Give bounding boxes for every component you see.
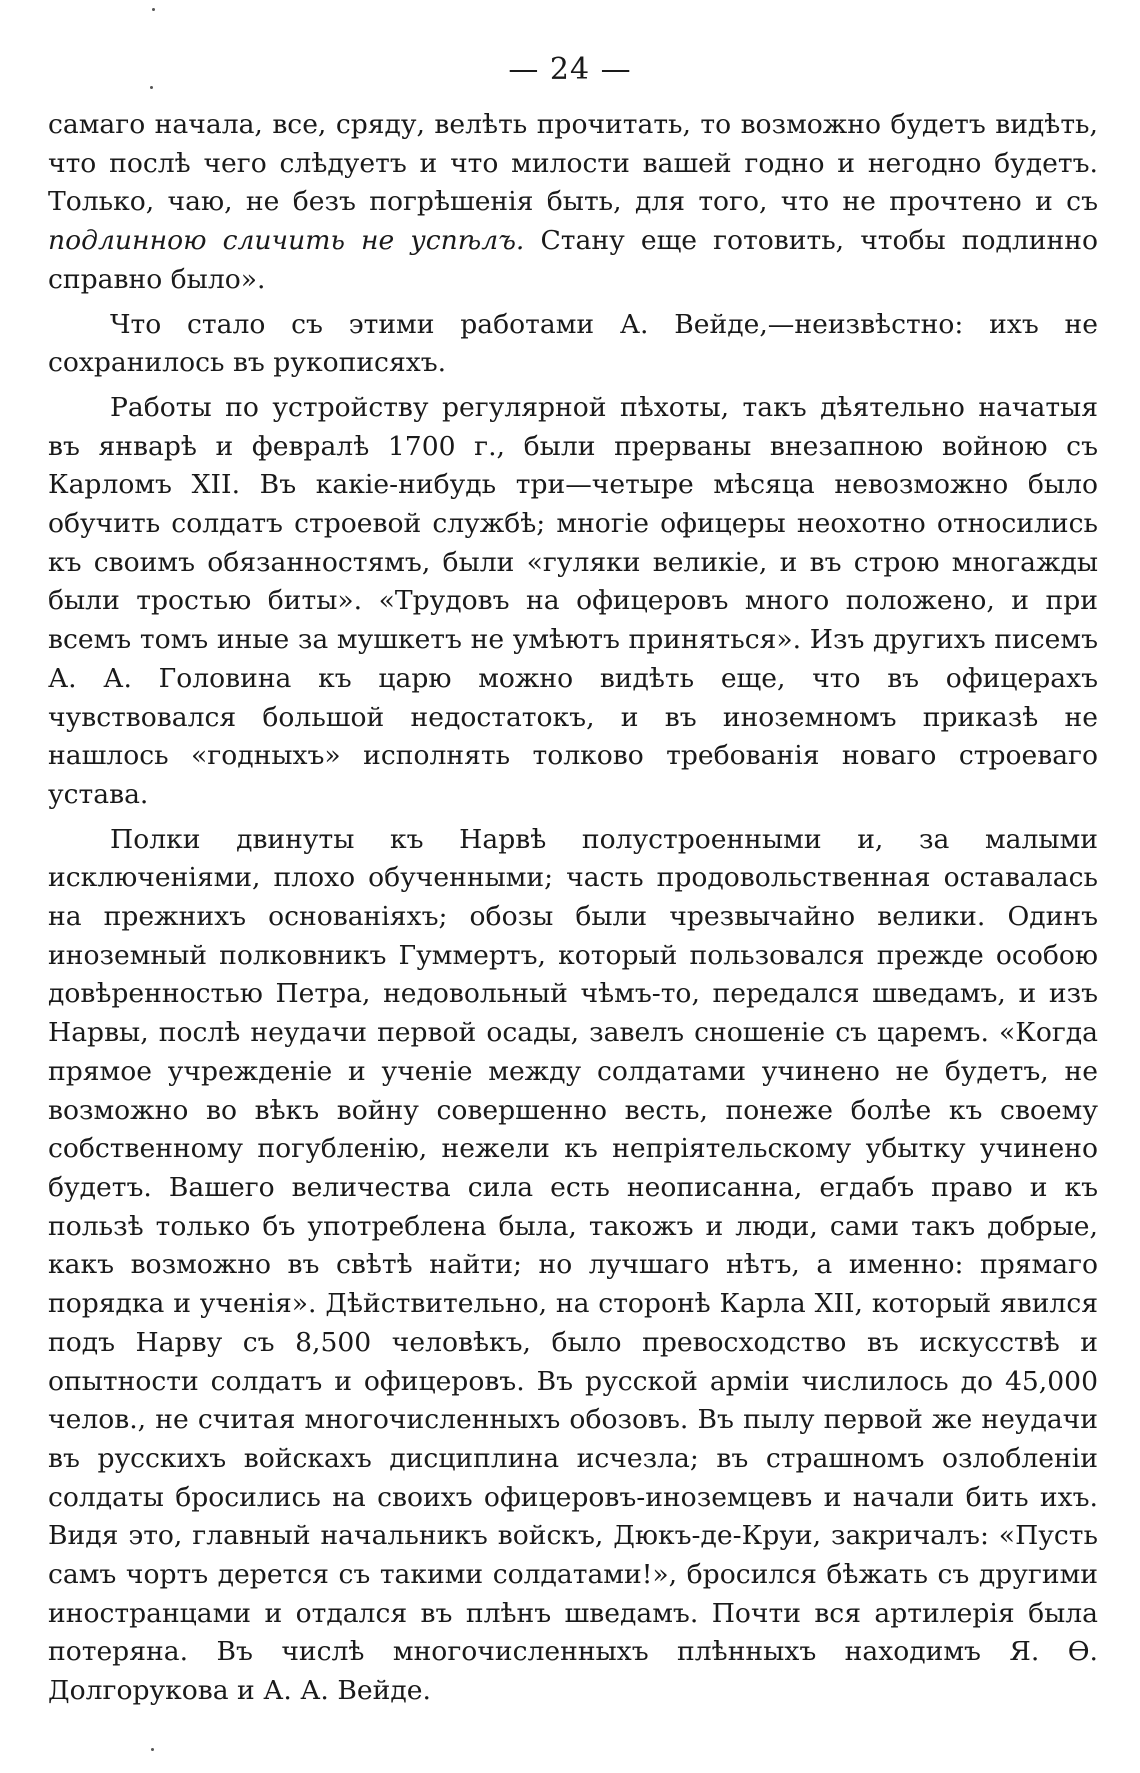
paragraph-3-text: Работы по устройству регулярной пѣхоты, такъ дѣятельно начатыя въ январѣ и февралѣ 1700 г., были прерваны внезапною войною съ Карломъ XII. Въ какіе-нибудь три—четыре мѣсяца невозможно было обучить солдатъ строевой службѣ; многіе офицеры неохотно относились къ своимъ обязанностямъ, были «гуляки великіе, и въ строю многажды были тростью биты». «Трудовъ на офицеровъ много положено, и при всемъ томъ иные за мушкетъ не умѣютъ приняться». Изъ другихъ писемъ А. А. Головина къ царю можно видѣть еще, что въ офицерахъ чувствовался большой недостатокъ, и въ иноземномъ приказѣ не нашлось «годныхъ» исполнять толково требованія новаго строеваго устава. xyxy=(48,391,1098,810)
page-number: — 24 — xyxy=(508,52,632,87)
text-body xyxy=(48,106,1098,1711)
paragraph-2 xyxy=(48,306,1098,383)
paragraph-4 xyxy=(48,821,1098,1711)
paragraph-2-text: Что стало съ этими работами А. Вейде,—неизвѣстно: ихъ не сохранилось въ рукописяхъ. xyxy=(48,308,1098,379)
scan-speck xyxy=(151,1748,154,1751)
paragraph-1 xyxy=(48,106,1098,300)
paragraph-1-italic-phrase: подлинною сличить не успѣлъ. xyxy=(48,225,525,257)
paragraph-4-text: Полки двинуты къ Нарвѣ полустроенными и, за малыми исключеніями, плохо обученными; часть продовольственная оставалась на прежнихъ основаніяхъ; обозы были чрезвычайно велики. Одинъ иноземный полковникъ Гуммертъ, который пользовался прежде особою довѣренностью Петра, недовольный чѣмъ-то, передался шведамъ, и изъ Нарвы, послѣ неудачи первой осады, завелъ сношеніе съ царемъ. «Когда прямое учрежденіе и ученіе между солдатами учинено не будетъ, не возможно во вѣкъ войну совершенно весть, понеже болѣе къ своему собственному погубленію, нежели къ непріятельскому убытку учинено будетъ. Вашего величества сила есть неописанна, егдабъ право и къ пользѣ только бъ употреблена была, такожъ и люди, сами такъ добрые, какъ возможно въ свѣтѣ найти; но лучшаго нѣтъ, а именно: прямаго порядка и ученія». Дѣйствительно, на сторонѣ Карла XII, который явился подъ Нарву съ 8,500 человѣкъ, было превосходство въ искусствѣ и опытности солдатъ и офицеровъ. Въ русской арміи числилось до 45,000 челов., не считая многочисленныхъ обозовъ. Въ пылу первой же неудачи въ русскихъ войскахъ дисциплина исчезла; въ страшномъ озлобленіи солдаты бросились на своихъ офицеровъ-иноземцевъ и начали бить ихъ. Видя это, главный начальникъ войскъ, Дюкъ-де-Круи, закричалъ: «Пусть самъ чортъ дерется съ такими солдатами!», бросился бѣжать съ другими иностранцами и отдался въ плѣнъ шведамъ. Почти вся артилерія была потеряна. Въ числѣ многочисленныхъ плѣнныхъ находимъ Я. Ѳ. Долгорукова и А. А. Вейде. xyxy=(48,823,1098,1707)
paragraph-1-text-2: Стану еще готовить, чтобы подлинно справно было». xyxy=(48,225,1098,295)
paragraph-3 xyxy=(48,389,1098,815)
scan-speck xyxy=(150,86,153,89)
scan-speck xyxy=(152,8,155,11)
paragraph-1-text-1: самаго начала, все, сряду, велѣть прочитать, то возможно будетъ видѣть, что послѣ чего слѣдуетъ и что милости вашей годно и негодно будетъ. Только, чаю, не безъ погрѣшенія быть, для того, что не прочтено и съ xyxy=(48,109,1098,218)
